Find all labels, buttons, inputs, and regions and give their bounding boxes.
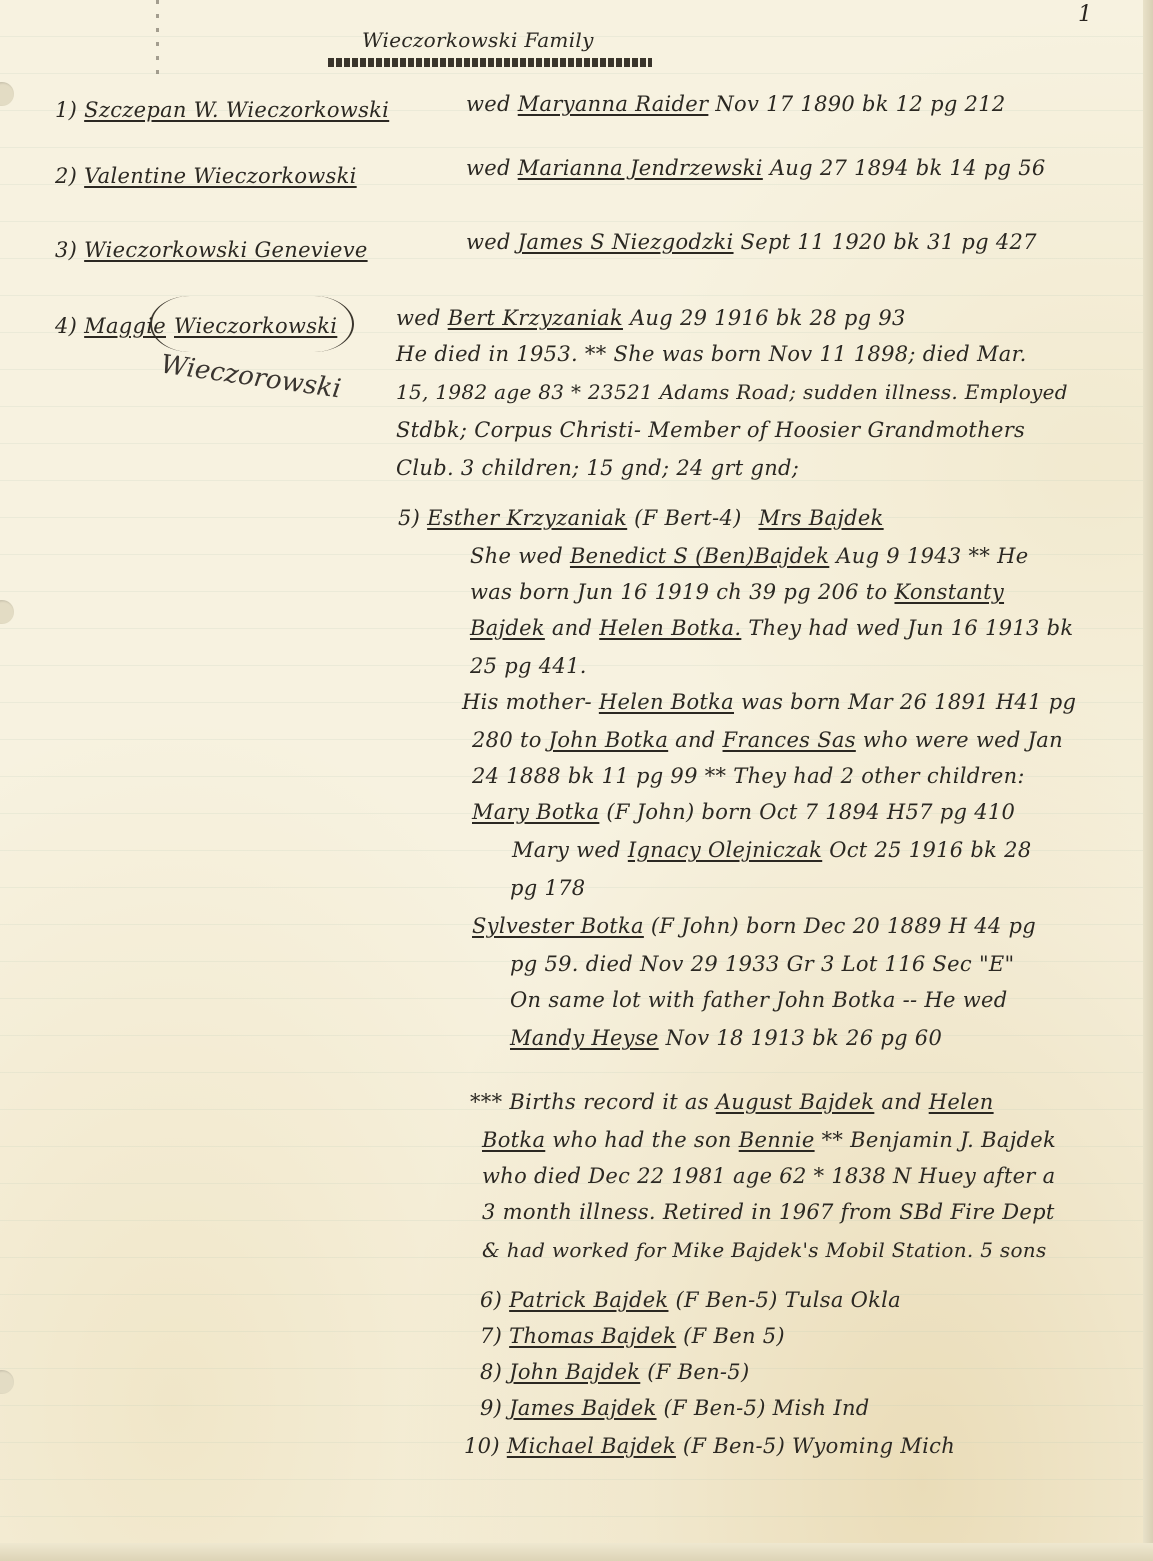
entry-3 [55, 238, 368, 262]
entry-2 [55, 164, 357, 188]
maggie-note-line: Stdbk; Corpus Christi- Member of Hoosier Grandmothers [396, 418, 1026, 442]
relation: (F Bert-4) [634, 506, 742, 530]
paper-edge-bottom [0, 1543, 1153, 1561]
esther-heading [398, 506, 884, 530]
entry-1 [55, 98, 389, 122]
margin-marks [156, 0, 159, 80]
births-line: & had worked for Mike Bajdek's Mobil Station. 5 sons [482, 1238, 1047, 1262]
text: and [881, 1090, 922, 1114]
paper-edge [1143, 0, 1153, 1561]
births-line: who died Dec 22 1981 age 62 * 1838 N Huey after a [482, 1164, 1056, 1188]
mary-wed-line [512, 838, 1031, 862]
son-entry [480, 1360, 749, 1384]
births-line: 3 month illness. Retired in 1967 from SBd Fire Dept [482, 1200, 1055, 1224]
wed-label: wed [466, 230, 511, 254]
spouse-name: Benedict S (Ben)Bajdek [569, 544, 830, 568]
text: Nov 18 1913 bk 26 pg 60 [665, 1026, 943, 1050]
son-entry [480, 1324, 785, 1348]
maggie-note-line: 15, 1982 age 83 * 23521 Adams Road; sudden illness. Employed [396, 380, 1068, 404]
person-name: August Bajdek [715, 1090, 875, 1114]
sylvester-line [510, 1026, 942, 1050]
text: and [551, 616, 593, 640]
mother-line [462, 690, 1076, 714]
mother-line [472, 728, 1063, 752]
person-name: Mary Botka [472, 800, 600, 824]
esther-line [470, 616, 1073, 640]
births-line [482, 1128, 1056, 1152]
entry-name: Valentine Wieczorkowski [84, 164, 357, 188]
text: who had the son [552, 1128, 732, 1152]
person-name: John Botka [548, 728, 669, 752]
person-name: Helen Botka [598, 690, 735, 714]
births-line [470, 1090, 994, 1114]
text: (F John) born Oct 7 1894 H57 pg 410 [606, 800, 1016, 824]
wed-label: wed [466, 156, 511, 180]
person-name: Sylvester Botka [472, 914, 644, 938]
entry-number: 7) [480, 1324, 503, 1348]
entry-number: 3) [55, 238, 78, 262]
marriage-record: Sept 11 1920 bk 31 pg 427 [740, 230, 1037, 254]
esther-line [470, 580, 1004, 604]
sylvester-line [472, 914, 1036, 938]
text: (F Ben-5) Mish Ind [663, 1396, 870, 1420]
mary-line [472, 800, 1015, 824]
page-number: 1 [1078, 2, 1092, 27]
entry-name: Esther Krzyzaniak [427, 506, 628, 530]
person-name: Helen Botka. [599, 616, 742, 640]
text: was born Mar 26 1891 H41 pg [741, 690, 1077, 714]
spouse-name: Bert Krzyzaniak [447, 306, 623, 330]
entry-1-marriage [466, 92, 1006, 116]
son-entry [480, 1288, 901, 1312]
son-entry [464, 1434, 955, 1458]
person-name: Konstanty [894, 580, 1005, 604]
person-name: Ignacy Olejniczak [627, 838, 823, 862]
text: ** Benjamin J. Bajdek [821, 1128, 1056, 1152]
person-name: Frances Sas [722, 728, 856, 752]
entry-name: Szczepan W. Wieczorkowski [84, 98, 390, 122]
mary-pg-line: pg 178 [510, 876, 586, 900]
text: His mother- [462, 690, 592, 714]
marriage-record: Aug 29 1916 bk 28 pg 93 [629, 306, 906, 330]
entry-3-marriage [466, 230, 1037, 254]
text: (F Ben-5) [647, 1360, 750, 1384]
entry-name: Thomas Bajdek [509, 1324, 677, 1348]
spouse-name: James S Niezgodzki [517, 230, 734, 254]
entry-name: John Bajdek [509, 1360, 641, 1384]
person-name: Mandy Heyse [510, 1026, 659, 1050]
text: was born Jun 16 1919 ch 39 pg 206 to [470, 580, 888, 604]
married-name: Mrs Bajdek [758, 506, 884, 530]
text: (F Ben-5) Tulsa Okla [675, 1288, 901, 1312]
person-name: Bajdek [470, 616, 545, 640]
wed-label: wed [466, 92, 511, 116]
entry-name: Wieczorkowski Genevieve [84, 238, 368, 262]
maggie-note-line: Club. 3 children; 15 gnd; 24 grt gnd; [396, 456, 800, 480]
text: *** Births record it as [470, 1090, 709, 1114]
entry-number: 1) [55, 98, 78, 122]
entry-number: 9) [480, 1396, 503, 1420]
title-underline [328, 58, 652, 67]
text: She wed [470, 544, 563, 568]
entry-4-marriage [396, 306, 906, 330]
person-name: Helen [928, 1090, 994, 1114]
entry-name: Michael Bajdek [506, 1434, 676, 1458]
text: (F John) born Dec 20 1889 H 44 pg [650, 914, 1036, 938]
maggie-note-line: He died in 1953. ** She was born Nov 11 1898; died Mar. [396, 342, 1027, 366]
entry-first-name: Maggie [84, 314, 166, 338]
sylvester-line: On same lot with father John Botka -- He wed [510, 988, 1008, 1012]
text: and [675, 728, 716, 752]
text: 280 to [472, 728, 542, 752]
text: (F Ben-5) Wyoming Mich [682, 1434, 956, 1458]
marriage-record: Nov 17 1890 bk 12 pg 212 [715, 92, 1006, 116]
page-title: Wieczorkowski Family [362, 28, 594, 52]
person-name: Bennie [738, 1128, 815, 1152]
person-name: Botka [482, 1128, 546, 1152]
marriage-record: Aug 27 1894 bk 14 pg 56 [769, 156, 1046, 180]
text: Oct 25 1916 bk 28 [829, 838, 1032, 862]
wed-label: wed [396, 306, 441, 330]
entry-number: 4) [55, 314, 78, 338]
entry-number: 10) [464, 1434, 500, 1458]
entry-surname: Wieczorkowski [174, 314, 338, 338]
sylvester-line: pg 59. died Nov 29 1933 Gr 3 Lot 116 Sec "E" [510, 952, 1015, 976]
text: Mary wed [512, 838, 621, 862]
entry-number: 2) [55, 164, 78, 188]
entry-name: Patrick Bajdek [509, 1288, 669, 1312]
spouse-name: Maryanna Raider [517, 92, 709, 116]
mother-line: 24 1888 bk 11 pg 99 ** They had 2 other children: [472, 764, 1025, 788]
esther-line: 25 pg 441. [470, 654, 587, 678]
son-entry [480, 1396, 870, 1420]
entry-number: 8) [480, 1360, 503, 1384]
entry-name: James Bajdek [509, 1396, 657, 1420]
entry-4 [55, 314, 337, 338]
text: Aug 9 1943 ** He [836, 544, 1029, 568]
entry-number: 5) [398, 506, 421, 530]
text: (F Ben 5) [683, 1324, 785, 1348]
text: who were wed Jan [862, 728, 1063, 752]
entry-number: 6) [480, 1288, 503, 1312]
entry-2-marriage [466, 156, 1046, 180]
esther-line [470, 544, 1028, 568]
signature: Wieczorowski [158, 349, 343, 405]
text: They had wed Jun 16 1913 bk [748, 616, 1074, 640]
spouse-name: Marianna Jendrzewski [517, 156, 763, 180]
